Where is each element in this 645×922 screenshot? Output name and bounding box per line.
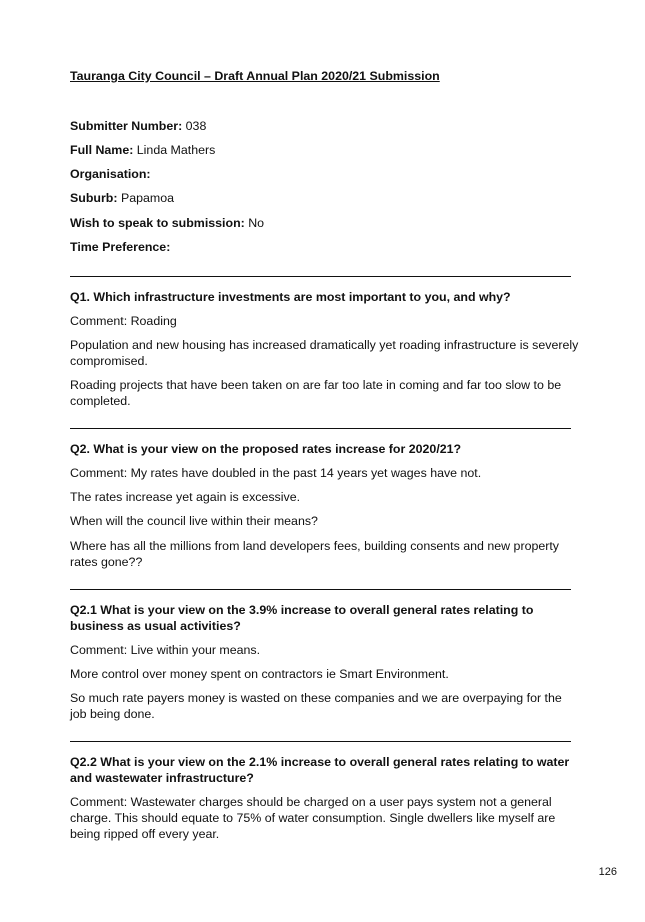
submitter-number-value: 038 xyxy=(182,119,207,133)
wish-to-speak-value: No xyxy=(244,216,265,230)
organisation-field xyxy=(70,167,151,181)
submitter-number-label: Submitter Number: xyxy=(70,119,183,133)
section-divider xyxy=(70,741,571,742)
q2-2-comment: Comment: Wastewater charges should be charged on a user pays system not a general charge. This should equate to 75% of water consumption. Single dwellers like myself are being ripped off every year. xyxy=(70,795,556,841)
q1-paragraph: Population and new housing has increased dramatically yet roading infrastructure is severely compromised. xyxy=(70,338,579,368)
submitter-number-field xyxy=(70,119,206,133)
time-preference-label: Time Preference: xyxy=(70,240,171,254)
question-1: Q1. Which infrastructure investments are most important to you, and why? xyxy=(70,290,511,304)
q2-paragraph: When will the council live within their means? xyxy=(70,514,318,528)
q1-comment: Comment: Roading xyxy=(70,314,177,328)
suburb-label: Suburb: xyxy=(70,191,118,205)
question-2-1: Q2.1 What is your view on the 3.9% increase to overall general rates relating to business as usual activities? xyxy=(70,603,534,633)
time-preference-field xyxy=(70,240,170,254)
question-2: Q2. What is your view on the proposed rates increase for 2020/21? xyxy=(70,442,462,456)
document-title: Tauranga City Council – Draft Annual Plan 2020/21 Submission xyxy=(70,69,440,83)
wish-to-speak-field xyxy=(70,216,264,230)
q2-1-paragraph: So much rate payers money is wasted on these companies and we are overpaying for the job being done. xyxy=(70,691,562,721)
q2-1-paragraph: More control over money spent on contractors ie Smart Environment. xyxy=(70,667,449,681)
suburb-field xyxy=(70,191,174,205)
section-divider xyxy=(70,428,571,429)
full-name-label: Full Name: xyxy=(70,143,134,157)
q2-paragraph: Where has all the millions from land developers fees, building consents and new property rates gone?? xyxy=(70,539,560,569)
q2-comment: Comment: My rates have doubled in the past 14 years yet wages have not. xyxy=(70,466,482,480)
page-number: 126 xyxy=(598,866,617,878)
full-name-field xyxy=(70,143,215,157)
q1-paragraph: Roading projects that have been taken on are far too late in coming and far too slow to be completed. xyxy=(70,378,562,408)
wish-to-speak-label: Wish to speak to submission: xyxy=(70,216,245,230)
question-2-2: Q2.2 What is your view on the 2.1% increase to overall general rates relating to water and wastewater infrastructure? xyxy=(70,755,570,785)
q2-1-comment: Comment: Live within your means. xyxy=(70,643,261,657)
full-name-value: Linda Mathers xyxy=(133,143,216,157)
section-divider xyxy=(70,276,571,277)
section-divider xyxy=(70,589,571,590)
suburb-value: Papamoa xyxy=(117,191,174,205)
organisation-label: Organisation: xyxy=(70,167,151,181)
q2-paragraph: The rates increase yet again is excessive. xyxy=(70,490,301,504)
